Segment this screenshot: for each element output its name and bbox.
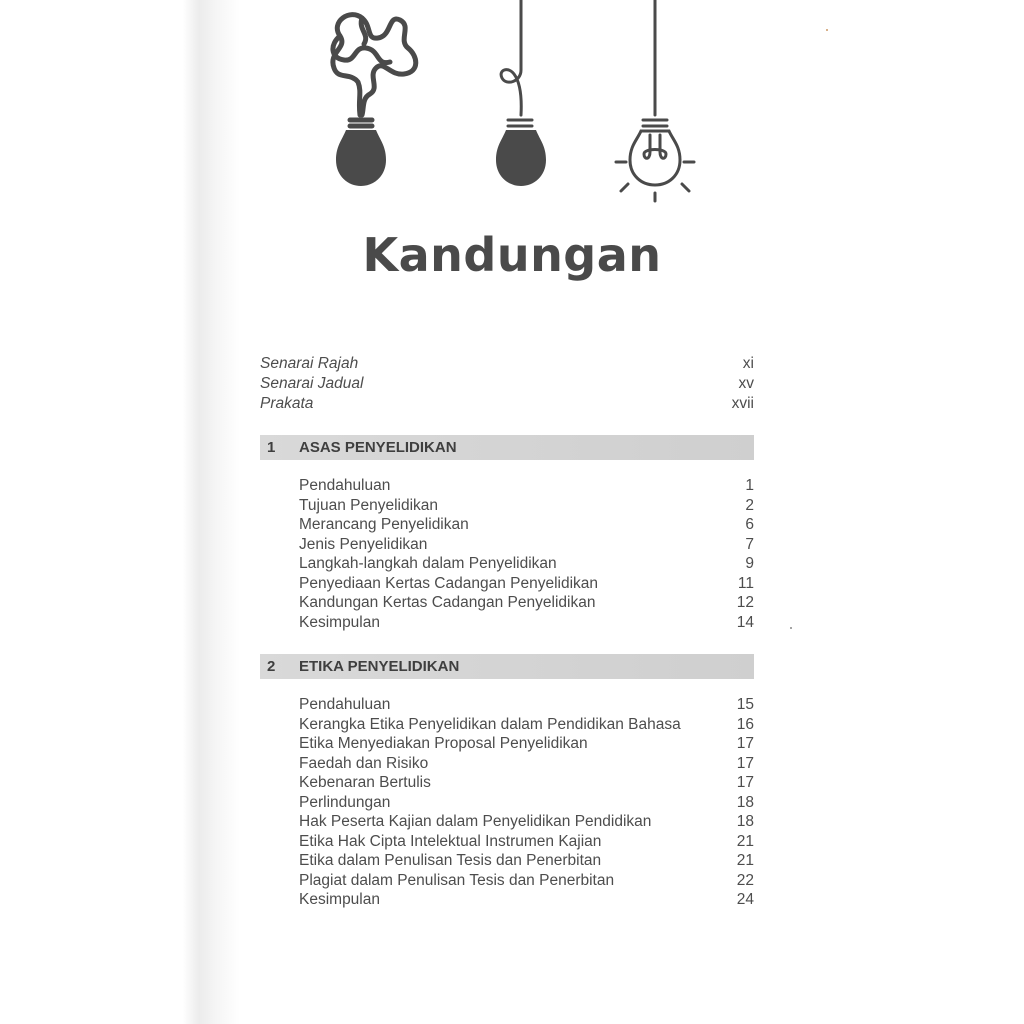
toc-entry-page: 17	[736, 774, 754, 791]
chapter-title: ASAS PENYELIDIKAN	[299, 439, 457, 456]
toc-entry-label: Penyediaan Kertas Cadangan Penyelidikan	[299, 574, 599, 592]
toc-entry-page: 21	[736, 852, 754, 869]
toc-entry-label: Hak Peserta Kajian dalam Penyelidikan Pendidikan	[299, 813, 652, 830]
toc-entry-page: 1	[745, 477, 754, 494]
tangled-bulb-icon	[333, 15, 416, 126]
toc-entry-label: Pendahuluan	[299, 477, 391, 494]
toc-item-label: Prakata	[260, 395, 314, 412]
looped-bulb-icon	[501, 0, 532, 126]
toc-front-item[interactable]	[260, 354, 754, 374]
toc-entry[interactable]	[299, 496, 754, 516]
page-binding-shadow	[0, 0, 240, 1024]
toc-entry-label: Jenis Penyelidikan	[299, 535, 428, 553]
toc-entry-page: 11	[737, 574, 754, 592]
toc-entry-label: Faedah dan Risiko	[299, 754, 429, 772]
looped-bulb-glass	[496, 130, 546, 186]
toc-entry[interactable]	[299, 851, 754, 871]
toc-item-label: Senarai Rajah	[260, 355, 359, 372]
toc-entry-label: Kesimpulan	[299, 613, 380, 631]
toc-entry-page: 22	[736, 871, 754, 889]
toc-entry-label: Etika dalam Penulisan Tesis dan Penerbitan	[299, 852, 602, 869]
toc-entry-page: 16	[736, 715, 754, 733]
toc-entry-label: Kebenaran Bertulis	[299, 774, 431, 791]
toc-entry-page: 15	[736, 696, 754, 713]
scan-speck	[826, 29, 828, 31]
toc-entry-label: Kandungan Kertas Cadangan Penyelidikan	[299, 594, 596, 611]
toc-entry[interactable]	[299, 871, 754, 891]
toc-entry[interactable]	[299, 613, 754, 633]
toc-entry[interactable]	[299, 535, 754, 555]
toc-item-label: Senarai Jadual	[260, 375, 364, 392]
toc-entry-page: 12	[736, 594, 754, 611]
toc-entry[interactable]	[299, 554, 754, 574]
scan-speck	[790, 627, 792, 629]
page-title: Kandungan	[362, 228, 662, 282]
toc-entry-page: 14	[736, 613, 754, 631]
toc-entry[interactable]	[299, 593, 754, 613]
toc-entry-page: 6	[745, 516, 754, 533]
toc-entry-page: 17	[736, 754, 754, 772]
chapter-number: 1	[267, 439, 276, 456]
toc-entry[interactable]	[299, 773, 754, 793]
chapter-number: 2	[267, 658, 276, 675]
toc-entry-page: 7	[745, 535, 754, 553]
toc-entry-label: Merancang Penyelidikan	[299, 516, 469, 533]
toc-entry-label: Kerangka Etika Penyelidikan dalam Pendidikan Bahasa	[299, 715, 681, 733]
toc-entry-label: Perlindungan	[299, 793, 391, 811]
toc-entry-label: Etika Hak Cipta Intelektual Instrumen Kajian	[299, 832, 602, 850]
toc-entry-page: 9	[745, 555, 754, 572]
toc-entry-label: Langkah-langkah dalam Penyelidikan	[299, 555, 557, 572]
chapter-title: ETIKA PENYELIDIKAN	[299, 658, 460, 675]
toc-entry[interactable]	[299, 734, 754, 754]
toc-front-item[interactable]	[260, 374, 754, 394]
toc-entry[interactable]	[299, 793, 754, 813]
toc-entry[interactable]	[299, 695, 754, 715]
toc-entry-page: 21	[736, 832, 754, 850]
toc-entry[interactable]	[299, 890, 754, 910]
toc-entry[interactable]	[299, 574, 754, 594]
toc-entry-label: Tujuan Penyelidikan	[299, 496, 439, 514]
tangled-bulb-glass	[336, 130, 386, 186]
lightbulb-illustrations	[300, 0, 720, 210]
toc-entry-label: Kesimpulan	[299, 891, 380, 908]
toc-entry[interactable]	[299, 715, 754, 735]
chapter-heading-1[interactable]	[260, 435, 754, 460]
toc-entry-page: 17	[736, 735, 754, 752]
toc-entry-page: 2	[745, 496, 754, 514]
toc-entry-page: 24	[736, 891, 754, 908]
toc-item-page: xv	[738, 375, 754, 392]
toc-item-page: xvii	[731, 395, 754, 412]
toc-entry-label: Etika Menyediakan Proposal Penyelidikan	[299, 735, 588, 752]
toc-front-item[interactable]	[260, 394, 754, 414]
toc-entry-page: 18	[736, 813, 754, 830]
toc-entry[interactable]	[299, 476, 754, 496]
toc-entry[interactable]	[299, 812, 754, 832]
toc-item-page: xi	[742, 355, 754, 372]
toc-entry[interactable]	[299, 754, 754, 774]
toc-entry-label: Pendahuluan	[299, 696, 391, 713]
toc-entry[interactable]	[299, 832, 754, 852]
toc-entry[interactable]	[299, 515, 754, 535]
lit-bulb-icon	[616, 0, 694, 201]
toc-entry-page: 18	[736, 793, 754, 811]
toc-entry-label: Plagiat dalam Penulisan Tesis dan Penerbitan	[299, 871, 615, 889]
chapter-heading-2[interactable]	[260, 654, 754, 679]
